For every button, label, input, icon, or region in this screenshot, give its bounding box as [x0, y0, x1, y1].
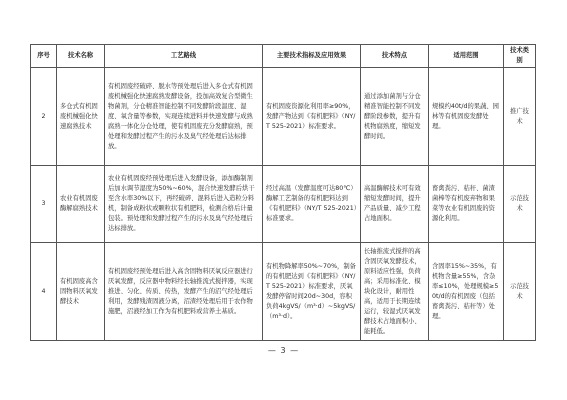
cell-no: 2	[31, 68, 57, 166]
table-row	[31, 243, 536, 341]
cell-features: 长轴推流式搅拌的高含固厌氧发酵技术，原料适应性强，负荷高；采用标准化、模块化设计，耐用性高，适用于长期连续运行，较湿式厌氧发酵技术占地面积小、能耗低。	[361, 243, 429, 341]
cell-process-route: 有机固废经预处理后进入高含固物料厌氧反应器进行厌氧发酵，反应器中物料经长轴推流式搅拌器，实现推进、匀化、传质、传热，发酵产生的沼气经处理后利用，发酵残渣固液分离，沼渣经处理后用于农作物施肥，沼液经加工作为有机肥料或营养土基质。	[105, 243, 263, 341]
cell-no: 3	[31, 166, 57, 243]
page-number: — 3 —	[267, 346, 300, 355]
cell-tech-name: 农业有机固废酶解腐熟技术	[57, 166, 105, 243]
header-category: 技术类别	[504, 45, 536, 68]
cell-process-route: 有机固废经破碎、脱水等预处理后进入多仓式有机固废机械强化快速腐熟发酵设备，投加高效复合型微生物菌剂，分仓精准智能控制不同发酵阶段温度、湿度、氧含量等参数，实现连续进料并快速发酵与成熟腐熟一体化分仓处理，使有机固废充分发酵腐熟，预处理和发酵过程产生的污水及臭气经处理后达标排放。	[105, 68, 263, 166]
header-indicators: 主要技术指标及应用效果	[263, 45, 361, 68]
header-tech-name: 技术名称	[57, 45, 105, 68]
table-header-row	[31, 45, 536, 68]
table-row	[31, 166, 536, 243]
cell-category: 示范技术	[504, 243, 536, 341]
header-process-route: 工艺路线	[105, 45, 263, 68]
cell-scope: 规模约40t/d的果蔬、园林等有机固废发酵处理。	[429, 68, 504, 166]
cell-no: 4	[31, 243, 57, 341]
cell-tech-name: 多仓式有机固废机械强化快速腐熟技术	[57, 68, 105, 166]
cell-scope: 含固率15%~35%，有机物含量≥55%，含杂率≤10%，处理规模≥50t/d的有机固废（包括畜禽粪污、秸秆等）处理。	[429, 243, 504, 341]
technology-table	[30, 44, 536, 341]
cell-indicators: 经过高温（发酵温度可达80℃）酶解工艺制备的有机肥料达到《有机肥料》（NY/T 525-2021）标准要求。	[263, 166, 361, 243]
cell-indicators: 有机固废资源化利用率≥90%，发酵产物达到《有机肥料》（NY/T 525-2021）标准要求。	[263, 68, 361, 166]
cell-scope: 畜禽粪污、秸秆、菌渣菌棒等有机废弃物和果菜等农业有机固废的资源化利用。	[429, 166, 504, 243]
cell-features: 通过添加菌剂与分仓精准智能控制不同发酵阶段参数，提升有机物腐熟度，缩短发酵时间。	[361, 68, 429, 166]
header-features: 技术特点	[361, 45, 429, 68]
cell-process-route: 农业有机固废经预处理后进入发酵设备，添加酶制剂后加水调节湿度为50%~60%，混合快速发酵后烘干至含水率30%以下，再经破碎、混料后进入造粒分料机，制备成粉状或颗粒状有机肥料，检测合格后计量包装。预处理和发酵过程产生的污水及臭气经处理后达标排放。	[105, 166, 263, 243]
cell-category: 推广技术	[504, 68, 536, 166]
cell-indicators: 有机物降解率50%~70%，制备的有机肥达到《有机肥料》（NY/T 525-2021）标准要求，厌氧发酵停留时间20d~30d，容积负荷4kgVS/（m³·d）~5kgVS/（m³·d）。	[263, 243, 361, 341]
header-no: 序号	[31, 45, 57, 68]
cell-category: 示范技术	[504, 166, 536, 243]
cell-tech-name: 有机固废高含固物料厌氧发酵技术	[57, 243, 105, 341]
table-row	[31, 68, 536, 166]
header-scope: 适用范围	[429, 45, 504, 68]
cell-features: 高温酶解技术可有效缩短发酵时间，提升产品质量、减少工程占地面积。	[361, 166, 429, 243]
